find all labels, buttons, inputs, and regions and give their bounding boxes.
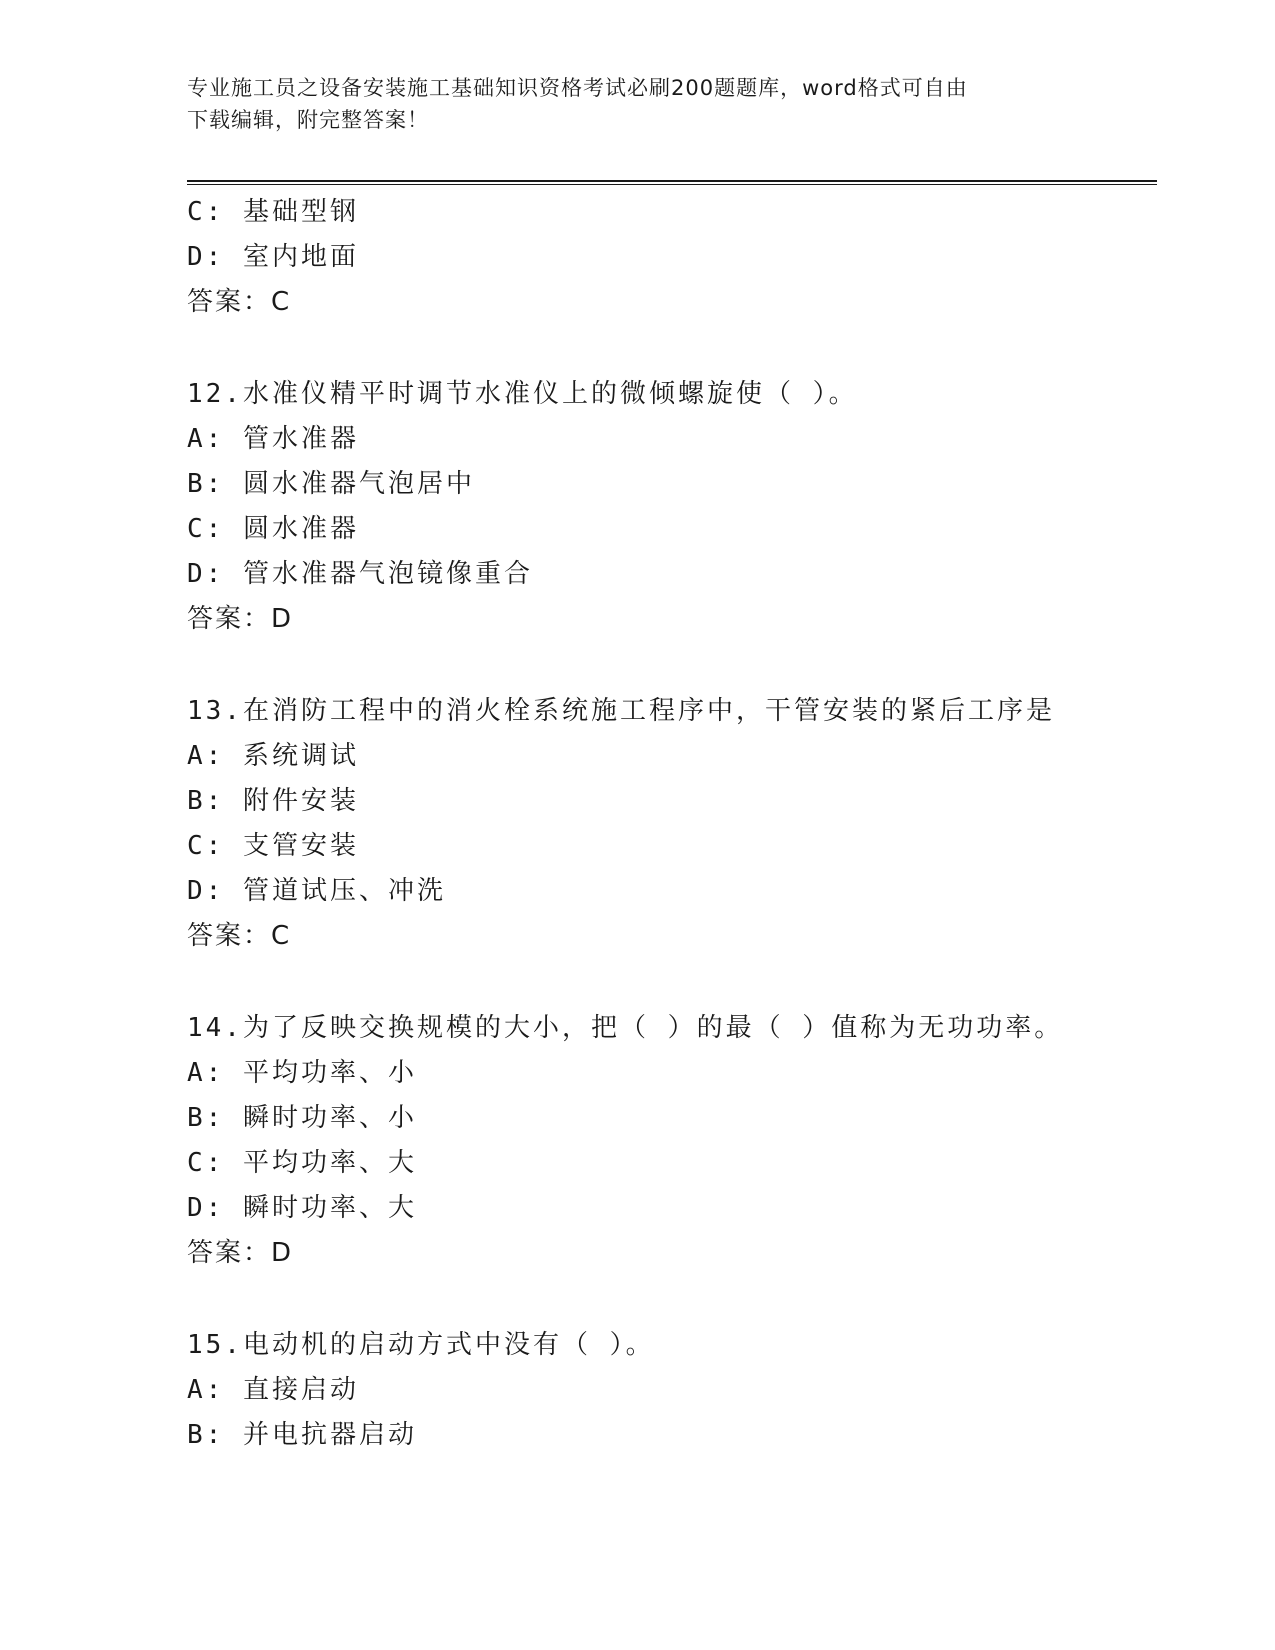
question-13 <box>187 689 1147 959</box>
option-d: D: 管道试压、冲洗 <box>187 876 446 906</box>
question-stem: 15.电动机的启动方式中没有（ ）。 <box>187 1330 655 1360</box>
option-d: D: 管水准器气泡镜像重合 <box>187 559 533 589</box>
option-b: B: 并电抗器启动 <box>187 1420 417 1450</box>
answer-line: 答案：D <box>187 1238 294 1268</box>
document-header <box>187 72 1067 136</box>
question-stem: 14.为了反映交换规模的大小，把（ ）的最（ ）值称为无功功率。 <box>187 1013 1064 1043</box>
question-11-continued <box>187 190 1147 325</box>
option-b: B: 附件安装 <box>187 786 359 816</box>
option-b: B: 瞬时功率、小 <box>187 1103 417 1133</box>
option-a: A: 直接启动 <box>187 1375 359 1405</box>
option-a: A: 系统调试 <box>187 741 359 771</box>
option-a: A: 平均功率、小 <box>187 1058 417 1088</box>
question-12 <box>187 372 1147 642</box>
option-c: C: 圆水准器 <box>187 514 359 544</box>
question-stem: 12.水准仪精平时调节水准仪上的微倾螺旋使（ ）。 <box>187 379 858 409</box>
question-15 <box>187 1323 1147 1458</box>
question-14 <box>187 1006 1147 1276</box>
option-d: D: 室内地面 <box>187 242 359 272</box>
option-b: B: 圆水准器气泡居中 <box>187 469 475 499</box>
answer-line: 答案：C <box>187 287 292 317</box>
option-c: C: 基础型钢 <box>187 197 359 227</box>
option-c: C: 支管安装 <box>187 831 359 861</box>
question-list <box>187 190 1147 1505</box>
option-c: C: 平均功率、大 <box>187 1148 417 1178</box>
question-stem: 13.在消防工程中的消火栓系统施工程序中，干管安装的紧后工序是 <box>187 696 1055 726</box>
header-divider <box>187 180 1157 182</box>
header-line-2: 下载编辑，附完整答案！ <box>187 108 429 132</box>
header-divider-thin <box>187 184 1157 185</box>
header-line-1: 专业施工员之设备安装施工基础知识资格考试必刷200题题库，word格式可自由 <box>187 76 968 100</box>
option-d: D: 瞬时功率、大 <box>187 1193 417 1223</box>
option-a: A: 管水准器 <box>187 424 359 454</box>
answer-line: 答案：D <box>187 604 294 634</box>
answer-line: 答案：C <box>187 921 292 951</box>
